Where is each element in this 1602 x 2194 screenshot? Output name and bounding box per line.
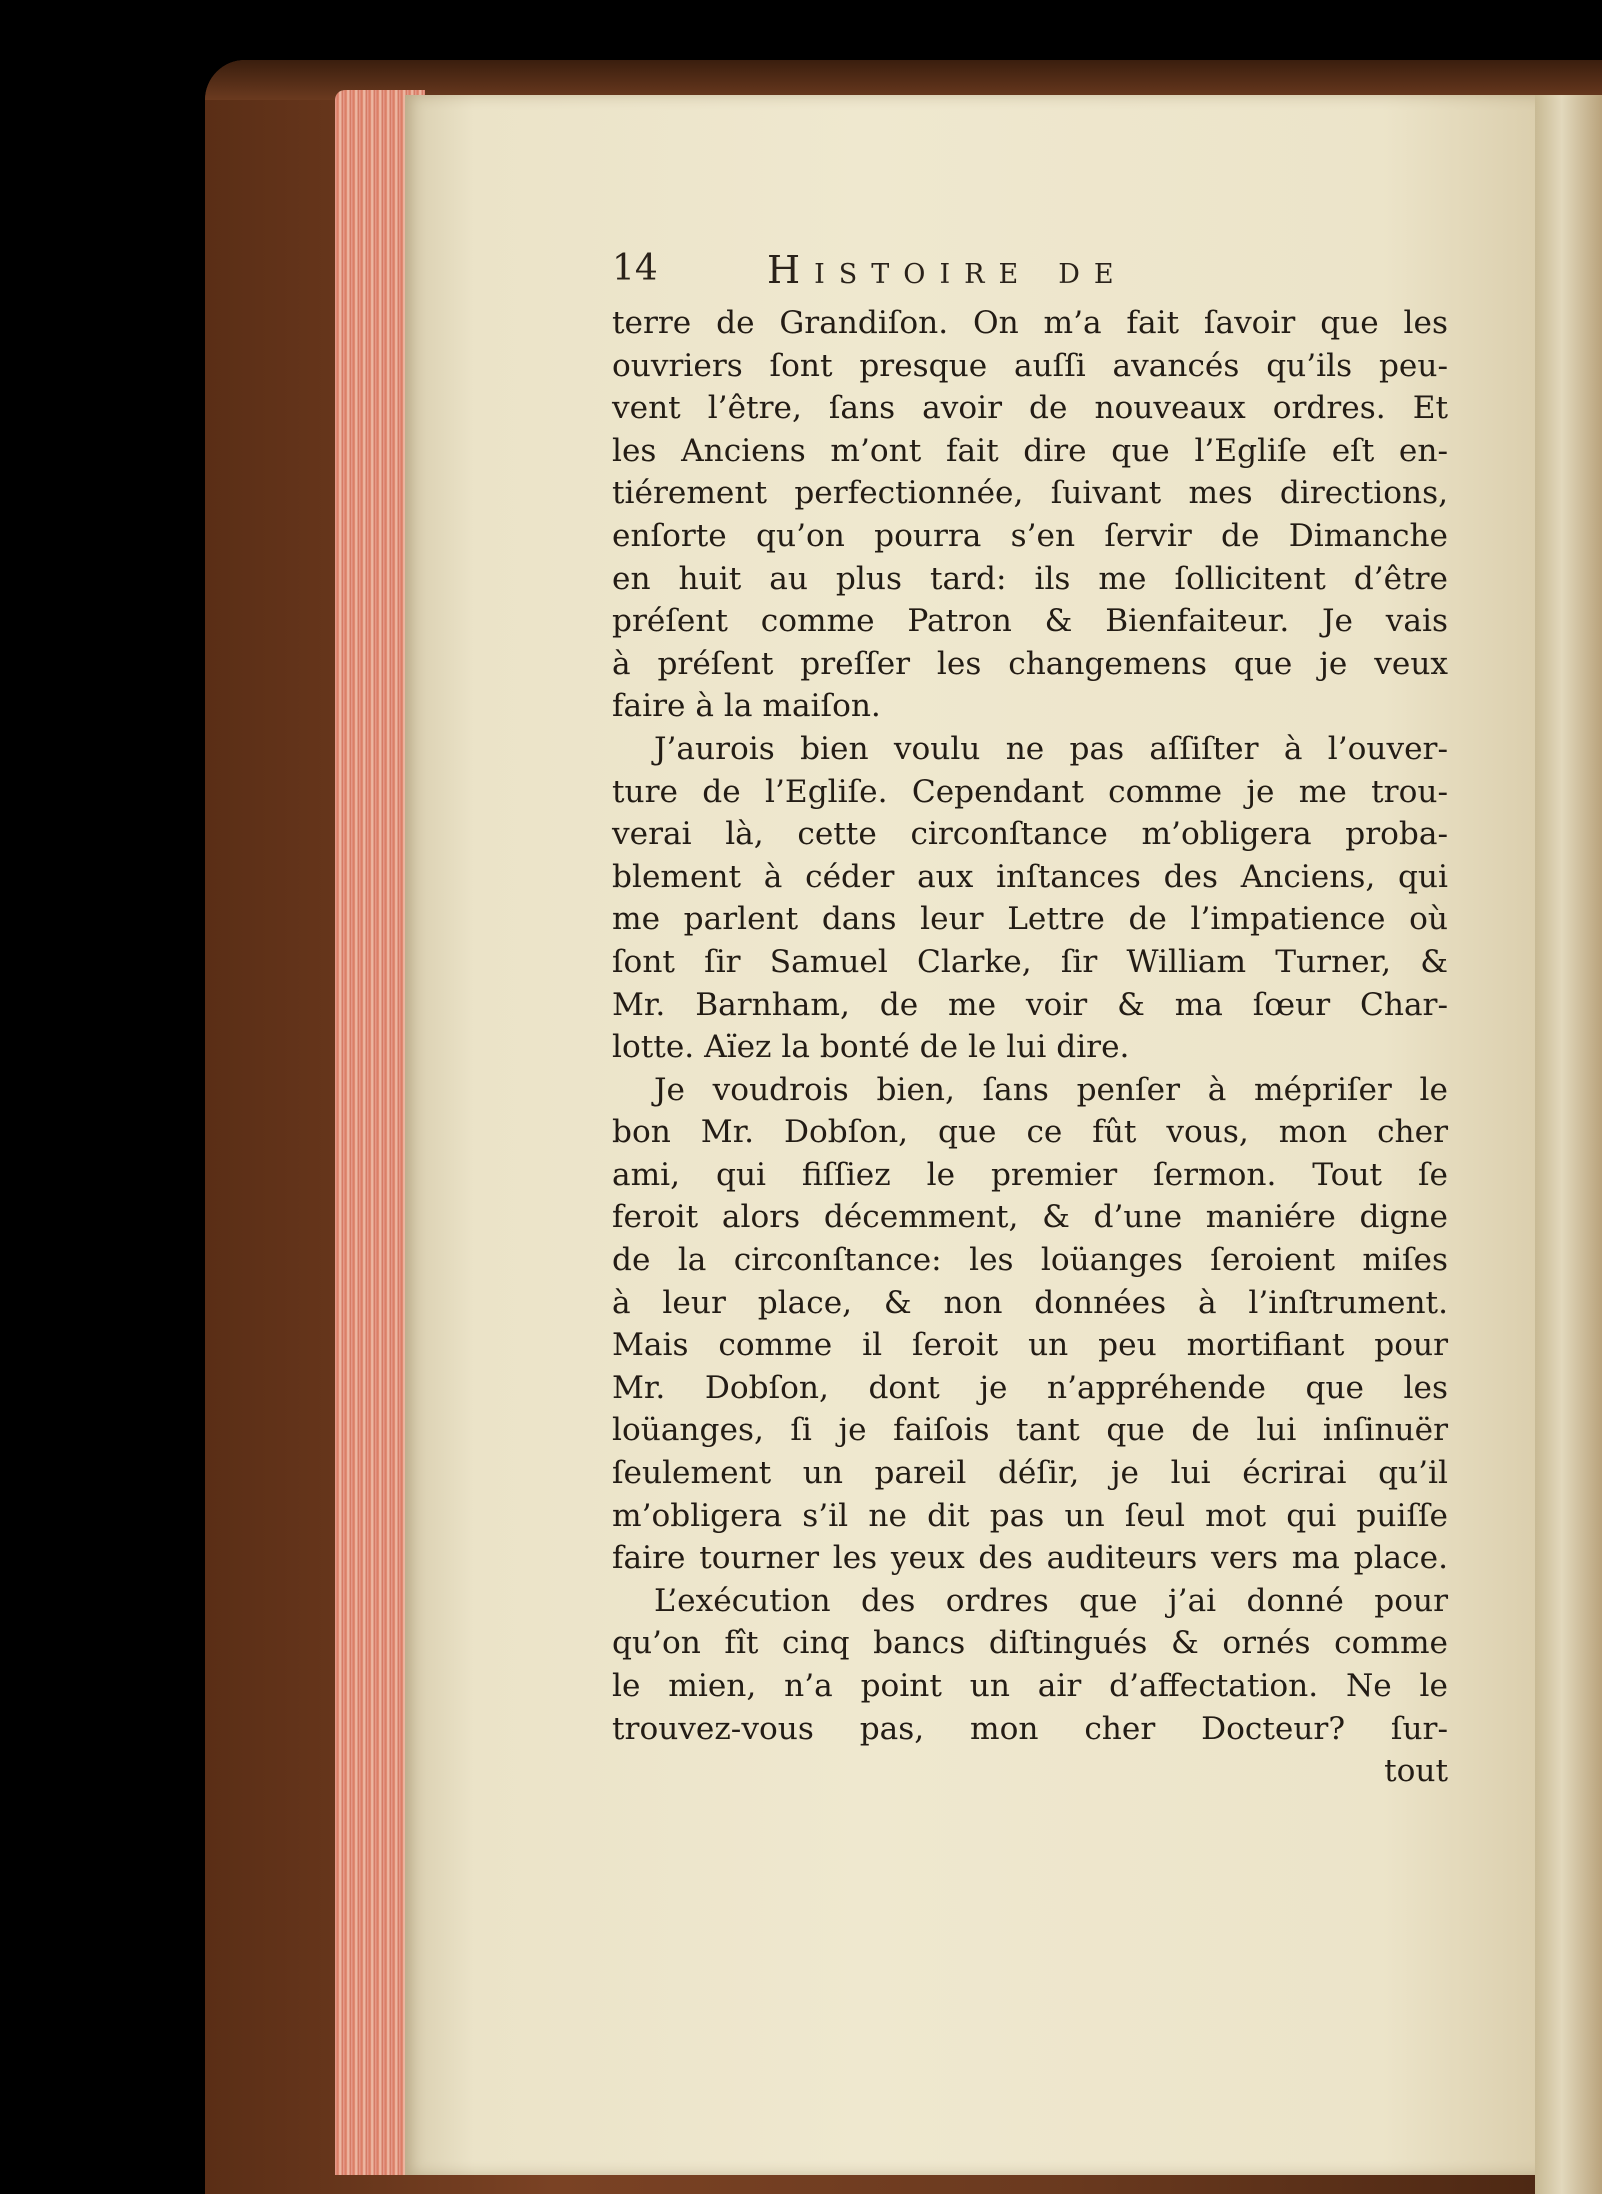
text-line: terre de Grandiſon. On m’a fait ſavoir que les [612, 305, 1448, 341]
text-line: trouvez-vous pas, mon cher Docteur? ſur- [612, 1710, 1448, 1747]
text-line: ſeulement un pareil déſir, je lui écrirai qu’il [612, 1455, 1448, 1492]
text-line: lotte. Aïez la bonté de le lui dire. [612, 1029, 1130, 1066]
text-line: tiérement perfectionnée, ſuivant mes directions, [612, 475, 1448, 512]
text-line: verai là, cette circonſtance m’obligera proba- [612, 816, 1448, 853]
text-line: ami, qui fiſſiez le premier ſermon. Tout ſe [612, 1156, 1448, 1193]
page-header [612, 248, 1272, 298]
text-line: loüanges, ſi je faiſois tant que de lui inſinuër [612, 1412, 1448, 1449]
book-binding [1535, 95, 1602, 2194]
text-line: vent l’être, ſans avoir de nouveaux ordres. Et [612, 390, 1448, 427]
text-line: ſont ſir Samuel Clarke, ſir William Turner, & [612, 943, 1448, 980]
text-line: faire à la maiſon. [612, 688, 881, 725]
text-line: Mais comme il ſeroit un peu mortifiant pour [612, 1327, 1448, 1364]
text-line: de la circonſtance: les loüanges ſeroient miſes [612, 1242, 1448, 1279]
text-line: L’exécution des ordres que j’ai donné pour [654, 1582, 1448, 1619]
text-line: Mr. Dobſon, dont je n’appréhende que les [612, 1369, 1448, 1406]
text-line: bon Mr. Dobſon, que ce fût vous, mon cher [612, 1114, 1448, 1151]
text-line: à préſent preſſer les changemens que je veux [612, 645, 1448, 682]
text-line: m’obligera s’il ne dit pas un ſeul mot qui puiſſe [612, 1497, 1448, 1534]
text-line: feroit alors décemment, & d’une maniére digne [612, 1199, 1448, 1236]
text-line: faire tourner les yeux des auditeurs vers ma place. [612, 1540, 1448, 1577]
text-line: préſent comme Patron & Bienfaiteur. Je vais [612, 603, 1448, 640]
text-line: J’aurois bien voulu ne pas aſſiſter à l’ouver- [654, 730, 1448, 767]
text-line: ture de l’Egliſe. Cependant comme je me trou- [612, 773, 1448, 810]
text-line: me parlent dans leur Lettre de l’impatience où [612, 901, 1448, 938]
text-line: le mien, n’a point un air d’affectation. Ne le [612, 1668, 1448, 1704]
text-line: blement à céder aux inſtances des Anciens, qui [612, 858, 1448, 895]
text-line: Je voudrois bien, ſans penſer à mépriſer le [654, 1071, 1448, 1108]
running-title: Histoire de [767, 248, 1128, 292]
text-line: en huit au plus tard: ils me ſollicitent d’être [612, 560, 1448, 597]
text-line: enſorte qu’on pourra s’en ſervir de Dimanche [612, 517, 1448, 554]
catchword: tout [1384, 1753, 1448, 1790]
text-line: les Anciens m’ont fait dire que l’Egliſe eſt en- [612, 432, 1448, 469]
text-line: à leur place, & non données à l’inſtrument. [612, 1284, 1448, 1321]
text-line: ouvriers ſont presque auſſi avancés qu’ils peu- [612, 347, 1448, 384]
page-number: 14 [612, 248, 658, 289]
body-text [612, 302, 1448, 1793]
text-line: Mr. Barnham, de me voir & ma ſœur Char- [612, 986, 1448, 1023]
text-line: qu’on fît cinq bancs diſtingués & ornés comme [612, 1625, 1448, 1662]
